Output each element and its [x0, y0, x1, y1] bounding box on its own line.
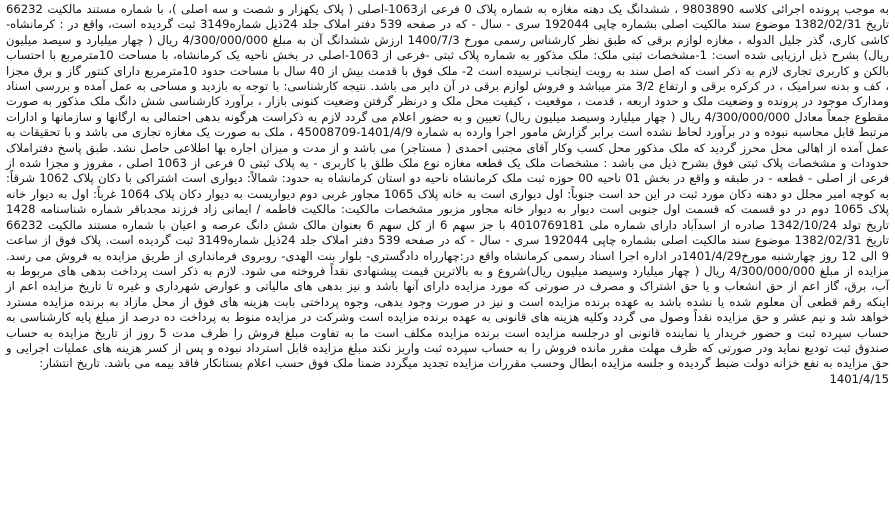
notice-body-text: به موجب پرونده اجرائی کلاسه 9803890 ، ششدانگ یک دهنه مغازه به شماره پلاک 0 فرعی از1063-اصلی ( پلاک یکهزار و شصت و سه اصلی )، با شماره مستند مالکیت 66232 تاریخ 1382/02/31 موضوع سند مالکیت اصلی بشماره چاپی 192044 سری - سال - که در صفحه 539 دفتر املاک جلد 24ذیل شماره3149 ثبت گردیده است، واقع در : کرمانشاه- کاشی کاری، گذر جلیل الدوله ، مغازه لوازم برقی که طبق نظر کارشناس رسمی مورخ 1400/7/3 ارزش ششدانگ آن به مبلغ 4/300/000/000 ریال ( چهار میلیارد و سیصد میلیون ریال) بشرح ذیل ارزیابی شده است: 1-مشخصات ثبتی ملک: ملک مذکور به شماره پلاک ثبتی -فرعی از 1063-اصلی در بخش ناحیه یک کرمانشاه، با مساحت 10مترمربع با احتساب بالکن و کاربری تجاری لازم به ذکر است که اصل سند به رویت اینجانب نرسیده است 2- ملک فوق با قدمت بیش از 40 سال با مساحت حدود 10مترمربع دارای کنتور گاز و برق مجزا ، کف و بدنه سرامیک ، در کرکره برقی و ارتفاع 3/2 متر میباشد و فروش لوازم برقی در آن دایر می باشد. نتیجه کارشناسی: با توجه به بازدید و مساحی به عمل آمده و بررسی اسناد ومدارک موجود در پرونده و وضعیت ملک و حدود اربعه ، قدمت ، موقعیت ، کیفیت محل ملک و درنظر گرفتن وضعیت کنونی بازار ، برآورد کارشناسی شش دانگ ملک مذکور به صورت مقطوع جمعاً معادل 4/300/000/000 ریال ( چهار میلیارد وسیصد میلیون ریال) تعیین و به حضور اعلام می گردد لازم به ذکراست هرگونه بدهی احتمالی به ارگانها و سازمانها و ادارات مرتبط قابل محاسبه نبوده و در برآورد لحاظ نشده است برابر گزارش مامور اجرا وارده به شماره 1401/4/9-45008709 ، ملک به صورت یک مغازه تجاری می باشد و با تحقیقات به عمل آمده از اهالی محل محرز گردید که ملک مذکور محل کسب وکار آقای مجتبی احمدی ( مستاجر) می باشد و از مدت و میزان اجاره بها اطلاعی حاصل نشد. طبق پاسخ دفتراملاک حدودات و مشخصات پلاک ثبتی فوق بشرح ذیل می باشد : مشخصات ملک یک قطعه مغازه نوع ملک طلق با کاربری - به پلاک ثبتی 0 فرعی از 1063 اصلی ، مفروز و مجزا شده از فرعی از اصلی - قطعه - در طبقه و واقع در بخش 01 ناحیه 00 حوزه ثبت ملک کرمانشاه ناحیه دو استان کرمانشاه به حدود: شمالاً: دیواری است اشتراکی با دکان پلاک 1062 شرقاً: به کوچه امیر مجلل دو دهنه دکان مورد ثبت در این حد است جنوباً: اول دیواری است به خانه پلاک 1065 مجاور غربی دوم دیواریست به دیوار دکان پلاک 1064 غرباً: اول به دیوار خانه پلاک 1065 دوم در دو قسمت که قسمت اول جنوبی است دیوار به دیوار خانه مجاور مزبور مشخصات مالکیت: مالکیت فاطمه / ایمانی زاد فرزند مجدباقر شماره شناسنامه 1428 تاریخ تولد 1342/10/24 صادره از اسدآباد دارای شماره ملی 4010769181 با جز سهم 6 از کل سهم 6 بعنوان مالک شش دانگ عرصه و اعیان با شماره مستند مالکیت 66232 تاریخ 1382/02/31 موضوع سند مالکیت اصلی بشماره چاپی 192044 سری - سال - که در صفحه 539 دفتر املاک جلد 24ذیل شماره3149 ثبت گردیده است. پلاک فوق از ساعت 9 الی 12 روز چهارشنبه مورخ1401/4/29در اداره اجرا اسناد رسمی کرمانشاه واقع در:چهارراه دادگستری- بلوار بنت الهدی- روبروی فرمانداری از طریق مزایده به فروش می رسد. مزایده از مبلغ 4/300/000/000 ریال ( چهار میلیارد وسیصد میلیون ریال)شروع و به بالاترین قیمت پیشنهادی نقداً فروخته می شود. لازم به ذکر است پرداخت بدهی های مربوط به آب، برق، گاز اعم از حق انشعاب و یا حق اشتراک و مصرف در صورتی که مورد مزایده دارای آنها باشد و نیز بدهی های مالیاتی و عوارض شهرداری و غیره تا تاریخ مزایده اعم از اینکه رقم قطعی آن معلوم شده یا نشده باشد به عهده برنده مزایده است و نیز در صورت وجود بدهی، وجوه پرداختی بابت هزینه های فوق از محل مازاد به برنده مزایده مسترد خواهد شد و نیم عشر و حق مزایده نقداً وصول می گردد وکلیه هزینه های قانونی به عهده برنده مزایده است وشرکت در مزایده منوط به پرداخت ده درصد از مبلغ پایه کارشناسی به حساب سپرده ثبت و حضور خریدار یا نماینده قانونی او درجلسه مزایده است برنده مزایده مکلف است ما به تفاوت مبلغ فروش را ظرف مدت 5 روز از تاریخ مزایده به حساب صندوق ثبت تودیع نماید ودر صورتی که ظرف مهلت مقرر مانده فروش را به حساب سپرده ثبت واریز نکند مبلغ مزایده قابل استرداد نبوده و پس از کسر هزینه های عملیات اجرایی و حق مزایده به نفع خزانه دولت ضبط گردیده و جلسه مزایده ابطال وحسب مقررات مزایده تجدید میگردد ضمنا ملک فوق حسب اعلام بستانکار فاقد بیمه می باشد. تاریخ انتشار:	[6, 2, 890, 371]
publish-date: 1401/4/15	[829, 371, 889, 386]
